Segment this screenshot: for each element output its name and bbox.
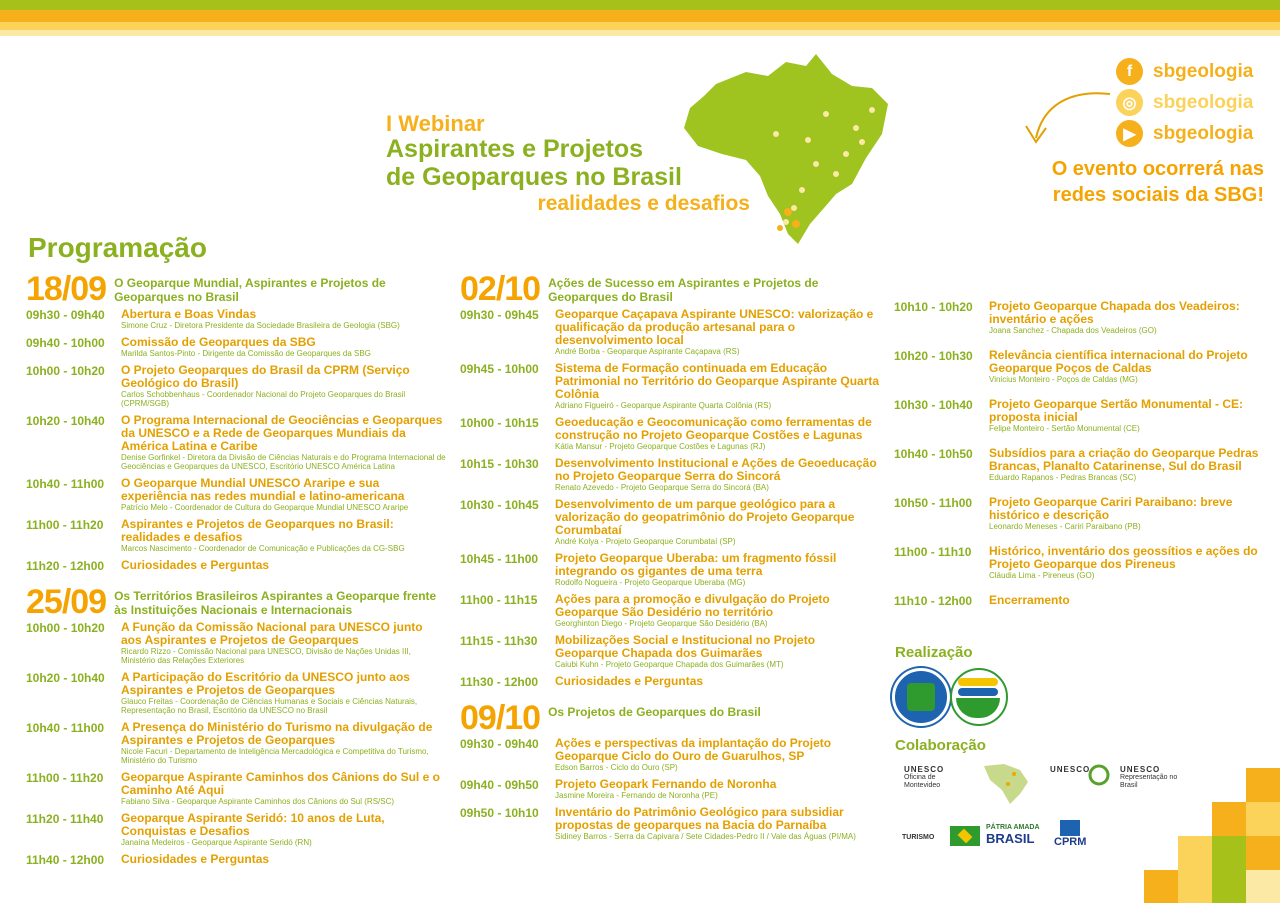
item-time: 09h30 - 09h45 — [460, 308, 539, 322]
item-body — [989, 545, 1264, 580]
item-title: Curiosidades e Perguntas — [121, 558, 270, 572]
item-speaker: Sidiney Barros - Serra da Capivara / Sete Cidades-Pedro II / Vale das Águas (PI/MA) — [555, 832, 856, 841]
webinar-label: I Webinar — [386, 111, 485, 136]
item-time: 11h40 - 12h00 — [26, 853, 105, 867]
day-date: 18/09 — [26, 270, 107, 308]
item-speaker: Simone Cruz - Diretora Presidente da Sociedade Brasileira de Geologia (SBG) — [121, 321, 400, 330]
decor-square — [1246, 802, 1280, 836]
schedule-column-2 — [460, 272, 880, 847]
item-body — [555, 806, 880, 841]
item-speaker: Glauco Freitas - Coordenação de Ciências Humanas e Sociais e Ciências Naturais, Representação no Brasil, Escritório da UNESCO no Brasil — [121, 697, 418, 715]
item-body — [989, 349, 1264, 384]
item-title: Projeto Geoparque Cariri Paraibano: breve histórico e descrição — [989, 495, 1233, 522]
item-speaker: Marcos Nascimento - Coordenador de Comunicação e Publicações da CG-SBG — [121, 544, 405, 553]
schedule-item — [894, 349, 1264, 384]
top-stripe-yellow — [0, 22, 1280, 30]
item-speaker: Kátia Mansur - Projeto Geoparque Costões e Lagunas (RJ) — [555, 442, 766, 451]
schedule-item — [460, 778, 880, 800]
unesco-wordmark-3: UNESCO — [1120, 765, 1161, 774]
item-body — [555, 675, 880, 689]
item-speaker: Patrício Melo - Coordenador de Cultura do Geoparque Mundial UNESCO Araripe — [121, 503, 409, 512]
item-body — [555, 778, 880, 800]
item-body — [555, 737, 880, 772]
title-subtitle: realidades e desafios — [537, 192, 750, 215]
brazil-map-icon — [676, 44, 894, 248]
item-time: 11h15 - 11h30 — [460, 634, 538, 648]
item-title: Geoparque Caçapava Aspirante UNESCO: valorização e qualificação da produção artesanal para o desenvolvimento local — [555, 307, 874, 347]
decor-square — [1144, 870, 1178, 903]
item-title: Geoparque Aspirante Caminhos dos Cânions do Sul e o Caminho Até Aqui — [121, 770, 440, 797]
item-speaker: Vinicius Monteiro - Poços de Caldas (MG) — [989, 375, 1138, 384]
item-body — [121, 721, 446, 765]
youtube-icon: ▶ — [1116, 120, 1143, 147]
top-stripe-green — [0, 0, 1280, 10]
decor-square — [1246, 870, 1280, 903]
item-title: Geoparque Aspirante Seridó: 10 anos de Luta, Conquistas e Desafios — [121, 811, 385, 838]
item-body — [555, 593, 880, 628]
schedule-item — [26, 364, 446, 408]
item-title: Curiosidades e Perguntas — [121, 852, 270, 866]
cprm-icon — [1060, 820, 1080, 836]
item-title: O Programa Internacional de Geociências e Geoparques da UNESCO e a Rede de Geoparques Mundiais da América Latina e Caribe — [121, 413, 443, 453]
day-header — [460, 272, 880, 306]
day-header — [460, 701, 880, 735]
top-stripe-orange — [0, 10, 1280, 22]
instagram-icon: ◎ — [1116, 89, 1143, 116]
item-time: 10h20 - 10h40 — [26, 414, 105, 428]
colaboracao-heading: Colaboração — [895, 737, 986, 754]
item-speaker: Carlos Schobbenhaus - Coordenador Nacional do Projeto Geoparques do Brasil (CPRM/SGB) — [121, 390, 406, 408]
item-title: Aspirantes e Projetos de Geoparques no Brasil: realidades e desafios — [121, 517, 394, 544]
schedule-item — [460, 593, 880, 628]
item-speaker: Denise Gorfinkel - Diretora da Divisão de Ciências Naturais e do Programa Internacional de Geociências e Geoparques da UNESCO, Escritório UNESCO América Latina — [121, 453, 446, 471]
day-date: 02/10 — [460, 270, 541, 308]
item-title: Relevância científica internacional do Projeto Geoparque Poços de Caldas — [989, 348, 1248, 375]
schedule-item — [26, 853, 446, 867]
schedule-item — [26, 518, 446, 553]
item-title: O Geoparque Mundial UNESCO Araripe e sua experiência nas redes mundial e latino-americana — [121, 476, 405, 503]
item-time: 09h30 - 09h40 — [460, 737, 539, 751]
partner-2-label: Representação no Brasil — [1120, 774, 1178, 789]
item-title: A Participação do Escritório da UNESCO junto aos Aspirantes e Projetos de Geoparques — [121, 670, 410, 697]
item-speaker: Adriano Figueiró - Geoparque Aspirante Quarta Colônia (RS) — [555, 401, 772, 410]
item-body — [121, 477, 446, 512]
brazil-flag-icon — [950, 826, 980, 846]
item-body — [121, 853, 446, 867]
item-body — [989, 447, 1264, 482]
item-title: Sistema de Formação continuada em Educação Patrimonial no Território do Geoparque Aspirante Quarta Colônia — [555, 361, 880, 401]
item-title: Subsídios para a criação do Geoparque Pedras Brancas, Planalto Catarinense, Sul do Brasil — [989, 446, 1259, 473]
schedule-item — [26, 336, 446, 358]
item-speaker: Fabiano Silva - Geoparque Aspirante Caminhos dos Cânions do Sul (RS/SC) — [121, 797, 395, 806]
item-body — [121, 671, 446, 715]
item-title: Comissão de Geoparques da SBG — [121, 335, 316, 349]
social-accounts — [1116, 56, 1253, 149]
item-time: 10h20 - 10h40 — [26, 671, 105, 685]
item-body — [121, 414, 446, 471]
item-body — [121, 518, 446, 553]
schedule-item — [26, 308, 446, 330]
schedule-item — [460, 634, 880, 669]
item-body — [121, 336, 446, 358]
item-title: Histórico, inventário dos geossítios e ações do Projeto Geoparque dos Pireneus — [989, 544, 1258, 571]
schedule-item — [26, 771, 446, 806]
item-time: 09h30 - 09h40 — [26, 308, 105, 322]
item-time: 11h10 - 12h00 — [894, 594, 973, 608]
item-speaker: Ricardo Rizzo - Comissão Nacional para UNESCO, Divisão de Nações Unidas III, Ministério das Relações Exteriores — [121, 647, 411, 665]
item-speaker: André Kolya - Projeto Geoparque Corumbataí (SP) — [555, 537, 736, 546]
day-theme: Ações de Sucesso em Aspirantes e Projetos de Geoparques do Brasil — [548, 276, 819, 304]
item-time: 10h50 - 11h00 — [894, 496, 973, 510]
item-body — [555, 552, 880, 587]
unesco-wordmark-2: UNESCO — [1050, 765, 1091, 774]
schedule-item — [894, 496, 1264, 531]
day-date: 25/09 — [26, 583, 107, 621]
schedule-item — [460, 498, 880, 546]
item-body — [121, 364, 446, 408]
schedule-item — [460, 416, 880, 451]
item-speaker: Renato Azevedo - Projeto Geoparque Serra do Sincorá (BA) — [555, 483, 769, 492]
day-header — [26, 272, 446, 306]
item-title: Desenvolvimento Institucional e Ações de Geoeducação no Projeto Geoparque Serra do Sincorá — [555, 456, 877, 483]
item-time: 10h40 - 11h00 — [26, 477, 105, 491]
schedule-item — [26, 559, 446, 573]
item-speaker: Rodolfo Nogueira - Projeto Geoparque Uberaba (MG) — [555, 578, 746, 587]
item-body — [121, 308, 446, 330]
item-body — [121, 771, 446, 806]
schedule-item — [460, 457, 880, 492]
decor-square — [1178, 870, 1212, 903]
schedule-item — [26, 671, 446, 715]
item-time: 11h00 - 11h10 — [894, 545, 972, 559]
item-time: 11h30 - 12h00 — [460, 675, 539, 689]
item-title: Desenvolvimento de um parque geológico para a valorização do geopatrimônio do Projeto Geoparque Corumbataí — [555, 497, 855, 537]
item-title: Projeto Geopark Fernando de Noronha — [555, 777, 777, 791]
item-body — [555, 362, 880, 410]
item-body — [989, 594, 1264, 608]
youtube-link[interactable] — [1116, 118, 1253, 149]
unesco-brasil-logo — [1120, 766, 1180, 790]
programacao-heading: Programação — [28, 232, 207, 263]
item-speaker: Felipe Monteiro - Sertão Monumental (CE) — [989, 424, 1140, 433]
schedule-item — [26, 721, 446, 765]
item-body — [555, 308, 880, 356]
item-speaker: Joana Sanchez - Chapada dos Veadeiros (GO) — [989, 326, 1157, 335]
item-speaker: Marilda Santos-Pinto - Dirigente da Comissão de Geoparques da SBG — [121, 349, 371, 358]
patria-amada-brasil-logo — [986, 824, 1040, 846]
item-body — [121, 812, 446, 847]
item-time: 09h50 - 10h10 — [460, 806, 539, 820]
item-body — [989, 300, 1264, 335]
item-speaker: Jasmine Moreira - Fernando de Noronha (PE) — [555, 791, 718, 800]
decor-square — [1212, 802, 1246, 836]
sbg-logo — [892, 668, 950, 726]
item-time: 10h40 - 10h50 — [894, 447, 973, 461]
item-title: O Projeto Geoparques do Brasil da CPRM (Serviço Geológico do Brasil) — [121, 363, 410, 390]
item-title: Projeto Geoparque Sertão Monumental - CE: proposta inicial — [989, 397, 1244, 424]
item-time: 10h20 - 10h30 — [894, 349, 973, 363]
item-title: Ações para a promoção e divulgação do Projeto Geoparque São Desidério no território — [555, 592, 830, 619]
item-time: 10h10 - 10h20 — [894, 300, 973, 314]
item-title: A Presença do Ministério do Turismo na divulgação de Aspirantes e Projetos de Geoparques — [121, 720, 433, 747]
item-time: 09h45 - 10h00 — [460, 362, 539, 376]
schedule-item — [26, 414, 446, 471]
item-body — [555, 634, 880, 669]
instagram-handle: sbgeologia — [1153, 91, 1254, 113]
item-body — [121, 621, 446, 665]
facebook-icon: f — [1116, 58, 1143, 85]
title-line-2: de Geoparques no Brasil — [386, 163, 682, 191]
item-time: 11h00 - 11h20 — [26, 771, 104, 785]
schedule-item — [894, 398, 1264, 433]
schedule-item — [894, 300, 1264, 335]
item-time: 10h15 - 10h30 — [460, 457, 539, 471]
item-title: Encerramento — [989, 593, 1070, 607]
event-note-line-2: redes sociais da SBG! — [1052, 184, 1264, 206]
item-title: A Função da Comissão Nacional para UNESCO junto aos Aspirantes e Projetos de Geoparques — [121, 620, 423, 647]
item-title: Ações e perspectivas da implantação do Projeto Geoparque Ciclo do Ouro de Guarulhos, SP — [555, 736, 832, 763]
partner-1-label: Oficina de Montevideo — [904, 774, 941, 789]
item-title: Geoeducação e Geocomunicação como ferramentas de construção no Projeto Geoparque Costões e Lagunas — [555, 415, 872, 442]
item-time: 10h30 - 10h40 — [894, 398, 973, 412]
latin-america-network-logo — [980, 760, 1044, 806]
item-body — [555, 498, 880, 546]
item-body — [989, 496, 1264, 531]
item-speaker: Cláudia Lima - Pireneus (GO) — [989, 571, 1095, 580]
item-speaker: Eduardo Rapanos - Pedras Brancas (SC) — [989, 473, 1137, 482]
item-body — [555, 457, 880, 492]
item-time: 10h40 - 11h00 — [26, 721, 105, 735]
item-time: 11h00 - 11h20 — [26, 518, 104, 532]
geoparques-commission-logo — [950, 668, 1008, 726]
schedule-item — [894, 447, 1264, 482]
day-theme: O Geoparque Mundial, Aspirantes e Projetos de Geoparques no Brasil — [114, 276, 386, 304]
patria-amada-label: PÁTRIA AMADA — [986, 824, 1040, 831]
facebook-link[interactable] — [1116, 56, 1253, 87]
unesco-wordmark: UNESCO — [904, 765, 945, 774]
schedule-item — [460, 362, 880, 410]
item-time: 10h00 - 10h20 — [26, 621, 105, 635]
decor-square — [1246, 836, 1280, 870]
item-time: 10h00 - 10h20 — [26, 364, 105, 378]
item-time: 09h40 - 09h50 — [460, 778, 539, 792]
turismo-logo: TURISMO — [902, 834, 935, 841]
item-time: 11h20 - 11h40 — [26, 812, 104, 826]
day-date: 09/10 — [460, 699, 541, 737]
decor-square — [1212, 870, 1246, 903]
schedule-column-3 — [894, 300, 1264, 622]
day-theme: Os Territórios Brasileiros Aspirantes a Geoparque frente às Instituições Nacionais e Internacionais — [114, 589, 437, 617]
item-time: 11h20 - 12h00 — [26, 559, 105, 573]
schedule-item — [460, 806, 880, 841]
schedule-item — [26, 477, 446, 512]
schedule-item — [894, 594, 1264, 608]
curved-arrow-icon — [1014, 88, 1114, 150]
item-time: 10h00 - 10h15 — [460, 416, 539, 430]
item-speaker: André Borba - Geoparque Aspirante Caçapava (RS) — [555, 347, 740, 356]
geoparks-ring-icon — [1088, 764, 1110, 786]
schedule-item — [26, 812, 446, 847]
event-note — [1000, 156, 1264, 208]
day-theme: Os Projetos de Geoparques do Brasil — [548, 705, 761, 719]
item-time: 10h45 - 11h00 — [460, 552, 539, 566]
schedule-column-1 — [26, 272, 446, 873]
item-body — [989, 398, 1264, 433]
item-time: 11h00 - 11h15 — [460, 593, 538, 607]
unesco-montevideo-logo — [904, 766, 964, 790]
item-speaker: Edson Barros - Ciclo do Ouro (SP) — [555, 763, 678, 772]
item-title: Mobilizações Social e Institucional no Projeto Geoparque Chapada dos Guimarães — [555, 633, 816, 660]
decor-square — [1246, 768, 1280, 802]
schedule-item — [26, 621, 446, 665]
item-title: Inventário do Patrimônio Geológico para subsidiar propostas de geoparques na Bacia do Parnaíba — [555, 805, 844, 832]
event-note-line-1: O evento ocorrerá nas — [1051, 158, 1264, 180]
youtube-handle: sbgeologia — [1153, 122, 1254, 144]
item-body — [555, 416, 880, 451]
facebook-handle: sbgeologia — [1153, 60, 1254, 82]
item-body — [121, 559, 446, 573]
item-title: Abertura e Boas Vindas — [121, 307, 257, 321]
decor-square — [1212, 836, 1246, 870]
item-time: 09h40 - 10h00 — [26, 336, 105, 350]
schedule-item — [460, 308, 880, 356]
unesco-iggp-logo — [1050, 766, 1090, 774]
schedule-item — [460, 675, 880, 689]
title-line-1: Aspirantes e Projetos — [386, 135, 644, 163]
item-speaker: Caiubi Kuhn - Projeto Geoparque Chapada dos Guimarães (MT) — [555, 660, 784, 669]
cprm-logo: CPRM — [1054, 836, 1087, 848]
item-title: Projeto Geoparque Chapada dos Veadeiros: inventário e ações — [989, 299, 1240, 326]
item-speaker: Leonardo Meneses - Cariri Paraibano (PB) — [989, 522, 1141, 531]
schedule-item — [460, 737, 880, 772]
item-speaker: Nicole Facuri - Departamento de Inteligência Mercadológica e Competitiva do Turismo, Ministério do Turismo — [121, 747, 429, 765]
schedule-item — [460, 552, 880, 587]
decor-square — [1178, 836, 1212, 870]
item-title: Projeto Geoparque Uberaba: um fragmento fóssil integrando os gigantes de uma terra — [555, 551, 837, 578]
instagram-link[interactable] — [1116, 87, 1253, 118]
item-speaker: Georghinton Diego - Projeto Geoparque São Desidério (BA) — [555, 619, 768, 628]
item-speaker: Janaína Medeiros - Geoparque Aspirante Seridó (RN) — [121, 838, 312, 847]
brasil-label: BRASIL — [986, 831, 1035, 846]
schedule-item — [894, 545, 1264, 580]
realizacao-heading: Realização — [895, 644, 973, 661]
item-title: Curiosidades e Perguntas — [555, 674, 704, 688]
item-time: 10h30 - 10h45 — [460, 498, 539, 512]
top-stripe-pale — [0, 30, 1280, 36]
day-header — [26, 585, 446, 619]
